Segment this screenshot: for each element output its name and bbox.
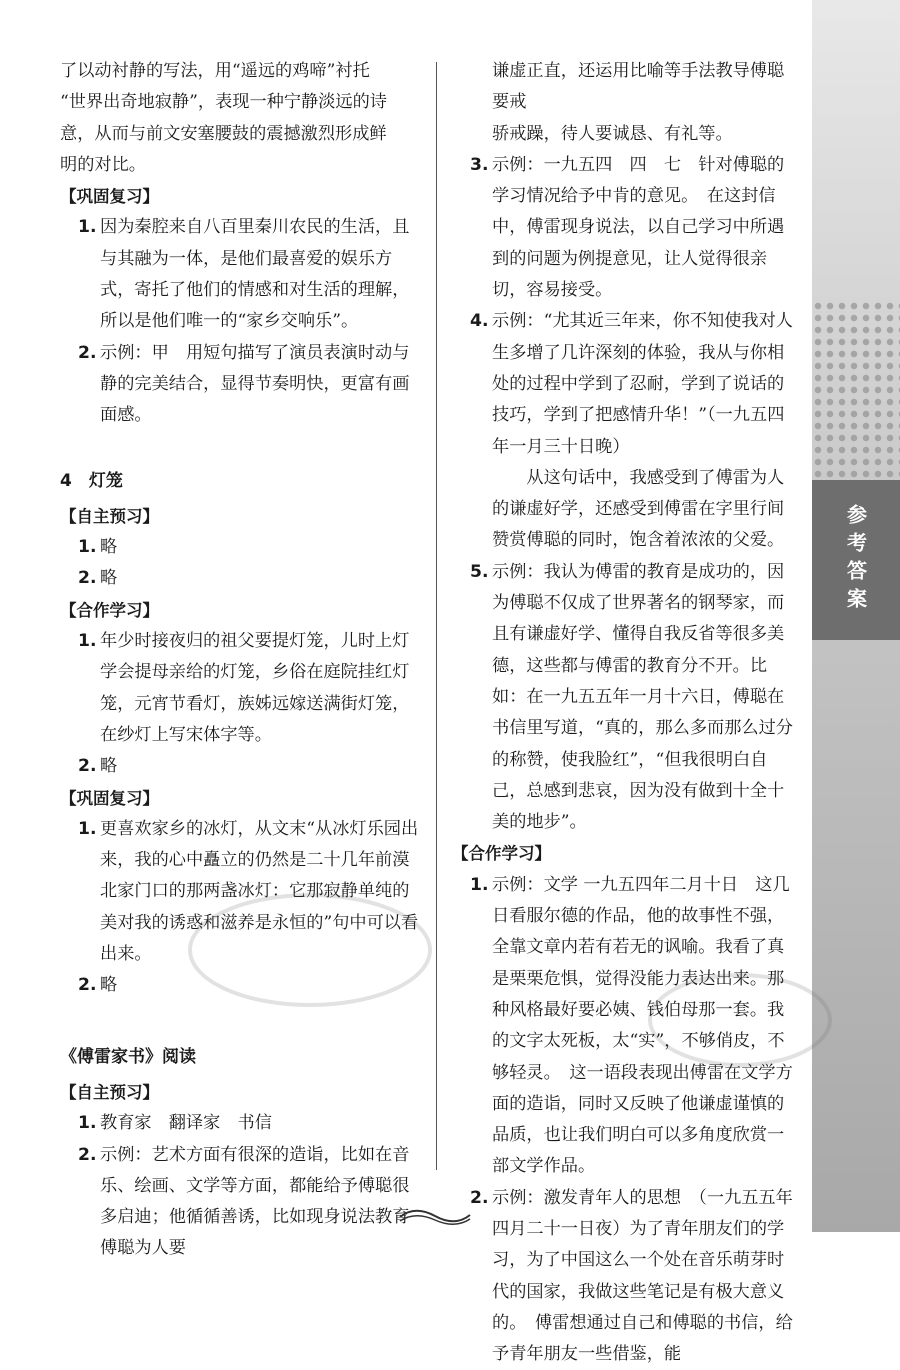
item-text: 年少时接夜归的祖父要提灯笼，儿时上灯学会提母亲给的灯笼，乡俗在庭院挂红灯笼，元宵节看灯，族姊远嫁送满街灯笼，在纱灯上写宋体字等。 [100, 631, 410, 745]
item-text: 略 [100, 975, 118, 996]
intro-line: 明的对比。 [60, 154, 146, 175]
list-item [452, 557, 800, 839]
list-item [60, 338, 422, 432]
list-item [60, 751, 422, 782]
left-column [60, 56, 422, 1265]
intro-line: 意，从而与前文安塞腰鼓的震撼激烈形成鲜 [60, 123, 387, 144]
lesson-title: 4 灯笼 [60, 470, 123, 491]
list-item [452, 1183, 800, 1370]
item-number: 1. [470, 874, 489, 895]
list-item [60, 1108, 422, 1139]
item-number: 3. [470, 154, 489, 175]
item-number: 4. [470, 311, 489, 332]
item-text: 略 [100, 756, 118, 777]
item-number: 1. [78, 1113, 97, 1134]
reading-title: 《傅雷家书》阅读 [60, 1046, 196, 1067]
item-text: 教育家 翻译家 书信 [100, 1113, 272, 1134]
section-head-coop: 【合作学习】 [452, 844, 551, 864]
item-number: 2. [78, 975, 97, 996]
item-text: 示例：激发青年人的思想 （一九五五年四月二十一日夜）为了青年朋友们的学习，为了中国这么一个处在音乐萌芽时代的国家，我做这些笔记是有极大意义的。 傅雷想通过自己和傅聪的书信，给予青年朋友一些借鉴，能 [492, 1187, 793, 1365]
intro-line: 了以动衬静的写法，用“遥远的鸡啼”衬托 [60, 61, 370, 81]
item-text: 示例：甲 用短句描写了演员表演时动与静的完美结合，显得节奏明快，更富有画面感。 [100, 342, 410, 426]
list-item [60, 563, 422, 594]
item-number: 2. [78, 756, 97, 777]
section-tab [812, 480, 900, 640]
list-item [452, 306, 800, 462]
item-text: 示例：“尤其近三年来，你不知使我对人生多增了几许深刻的体验，我从与你相处的过程中学到了忍耐，学到了说话的技巧，学到了把感情升华！”（一九五四年一月三十日晚） [492, 311, 793, 457]
list-item [60, 532, 422, 563]
watermark-icon [180, 880, 440, 1020]
watermark-icon [640, 960, 840, 1080]
item-text: 示例：艺术方面有很深的造诣，比如在音乐、绘画、文学等方面，都能给予傅聪很多启迪；他循循善诱，比如现身说法教育傅聪为人要 [100, 1144, 410, 1259]
item-text: 略 [100, 568, 118, 589]
item-text: 示例：我认为傅雷的教育是成功的，因为傅聪不仅成了世界著名的钢琴家，而且有谦虚好学、懂得自我反省等很多美德，这些都与傅雷的教育分不开。比如：在一九五五年一月十六日，傅聪在书信里写道，“真的，那么多而那么过分的称赞，使我脸红”，“但我很明白自己，总感到悲哀，因为没有做到十全十美的地步”。 [492, 561, 793, 833]
item-number: 2. [78, 1144, 97, 1165]
section-head-review: 【巩固复习】 [60, 788, 159, 808]
right-column [452, 56, 800, 1370]
halftone-decoration [812, 300, 900, 480]
item-number: 1. [78, 818, 97, 839]
item-number: 2. [78, 342, 97, 363]
item-text: 因为秦腔来自八百里秦川农民的生活，且与其融为一体，是他们最喜爱的娱乐方式，寄托了他们的情感和对生活的理解，所以是他们唯一的“家乡交响乐”。 [100, 217, 410, 332]
list-item [452, 150, 800, 306]
item-text: 示例：文学 一九五四年二月十日 这几日看服尔德的作品，他的故事性不强，全靠文章内若有若无的讽喻。我看了真是栗栗危惧，觉得没能力表达出来。那种风格最好要必姨、钱伯母那一套。我的文字太死板，太“实”，不够俏皮，不够轻灵。 这一语段表现出傅雷在文学方面的造诣，同时又反映了他谦虚谨慎的品质，也让我们明白可以多角度欣赏一部文学作品。 [492, 874, 793, 1177]
section-head-coop: 【合作学习】 [60, 600, 159, 620]
intro-text [60, 56, 422, 181]
section-head-review: 【巩固复习】 [60, 187, 159, 207]
item-number: 1. [78, 537, 97, 558]
section-head-self-study: 【自主预习】 [60, 1082, 159, 1102]
item-text: 示例：一九五四 四 七 针对傅聪的学习情况给予中肯的意见。 在这封信中，傅雷现身说法，以自己学习中所遇到的问题为例提意见，让人觉得很亲切，容易接受。 [492, 154, 785, 301]
list-item [60, 1140, 422, 1265]
intro-line: “世界出奇地寂静”，表现一种宁静淡远的诗 [60, 92, 387, 113]
item-number: 1. [78, 217, 97, 238]
list-item [60, 212, 422, 337]
section-tab-label: 参考答案 [843, 504, 868, 616]
item-text: 略 [100, 537, 118, 558]
item-number: 1. [78, 631, 97, 652]
section-head-self-study: 【自主预习】 [60, 506, 159, 526]
page-ornament-icon [395, 1205, 475, 1227]
continued-text [452, 56, 800, 150]
item-number: 2. [78, 568, 97, 589]
continued-line: 骄戒躁，待人要诚恳、有礼等。 [492, 123, 733, 144]
item-text: 更喜欢家乡的冰灯，从文末“从冰灯乐园出来，我的心中矗立的仍然是二十几年前漠北家门口的那两盏冰灯：它那寂静单纯的美对我的诱惑和滋养是永恒的”句中可以看出来。 [100, 818, 419, 965]
item-number: 2. [470, 1187, 489, 1208]
item-paragraph: 从这句话中，我感受到了傅雷为人的谦虚好学，还感受到傅雷在字里行间赞赏傅聪的同时，饱含着浓浓的父爱。 [492, 467, 785, 551]
list-item [60, 626, 422, 751]
continued-line: 谦虚正直，还运用比喻等手法教导傅聪要戒 [492, 61, 785, 113]
item-number: 5. [470, 561, 489, 582]
